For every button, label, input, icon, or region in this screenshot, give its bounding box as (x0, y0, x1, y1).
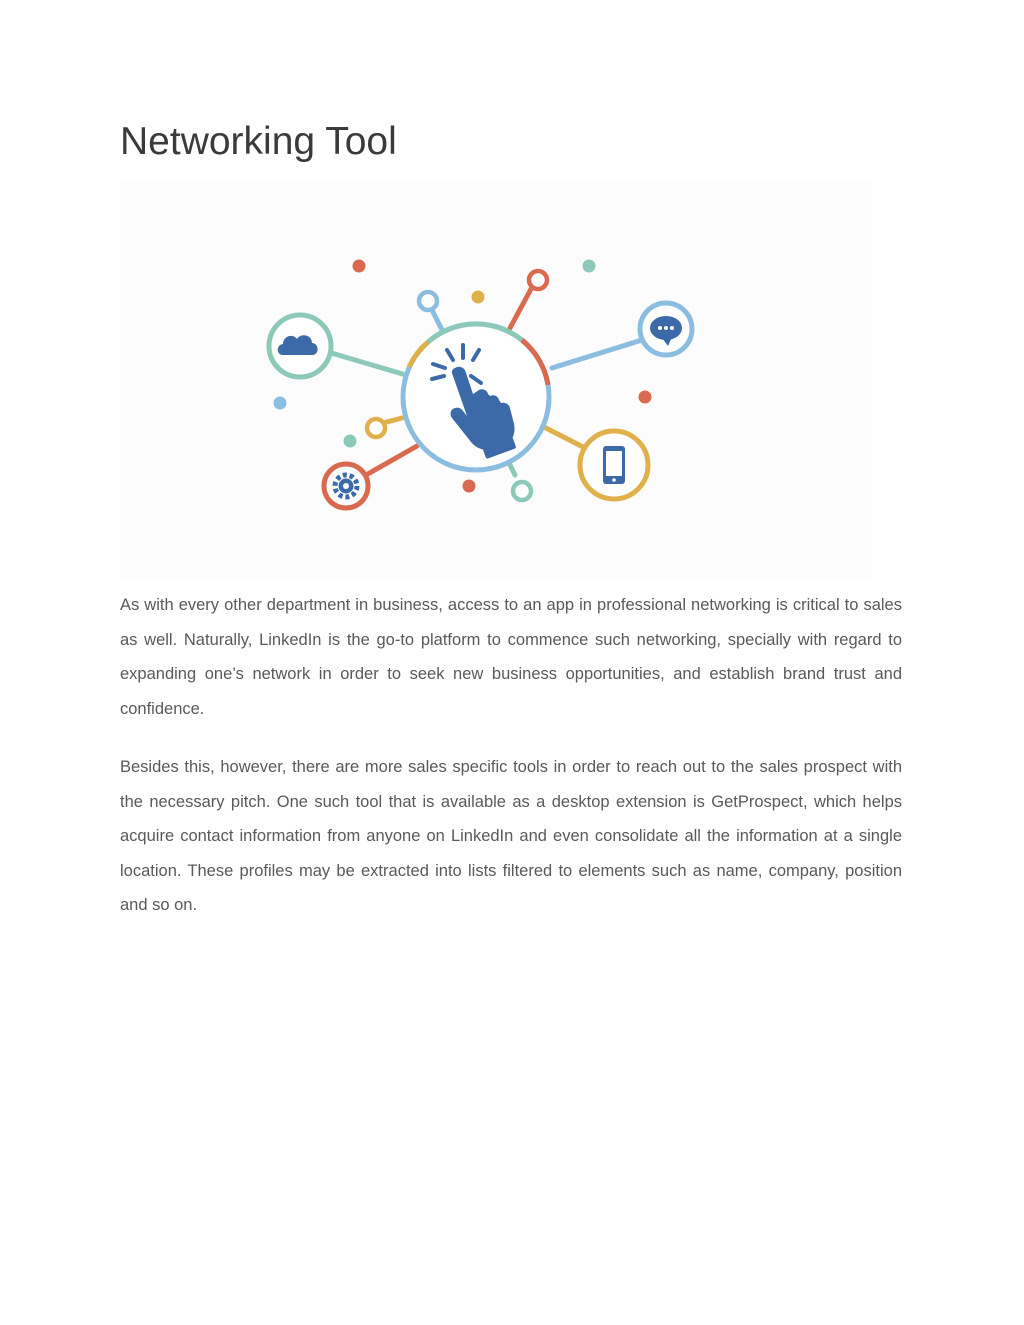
connector-line (433, 312, 442, 330)
connector-line (328, 352, 406, 375)
connector-line (510, 289, 531, 328)
dot (274, 397, 287, 410)
connector-line (383, 418, 402, 423)
cloud-node (269, 315, 331, 377)
dot (353, 260, 366, 273)
smartphone-node (580, 431, 648, 499)
dot (344, 435, 357, 448)
networking-illustration (120, 182, 872, 578)
connector-line (366, 446, 417, 475)
ring-node (367, 419, 385, 437)
ring-node (419, 292, 437, 310)
body-paragraph: As with every other department in business, access to an app in professional networking is critical to sales as well. Naturally, LinkedIn is the go-to platform to commence such networking, specially with regard to expanding one’s network in order to seek new business opportunities, and establish brand trust and confidence. (120, 596, 902, 718)
dot (463, 480, 476, 493)
dot (472, 291, 485, 304)
dot (639, 391, 652, 404)
ring-node (529, 271, 547, 289)
network-diagram (120, 182, 872, 578)
connector-line (544, 427, 583, 447)
chat-node (640, 303, 692, 355)
page-title: Networking Tool (120, 120, 397, 163)
body-paragraph: Besides this, however, there are more sales specific tools in order to reach out to the sales prospect with the necessary pitch. One such tool that is available as a desktop extension is GetProspect, which helps acquire contact information from anyone on LinkedIn and even consolidate all the information at a single location. These profiles may be extracted into lists filtered to elements such as name, company, position and so on. (120, 758, 902, 915)
ring-node (513, 482, 531, 500)
dot (583, 260, 596, 273)
connector-line (552, 340, 642, 368)
smartphone-icon (603, 446, 625, 484)
gear-node (324, 464, 368, 508)
